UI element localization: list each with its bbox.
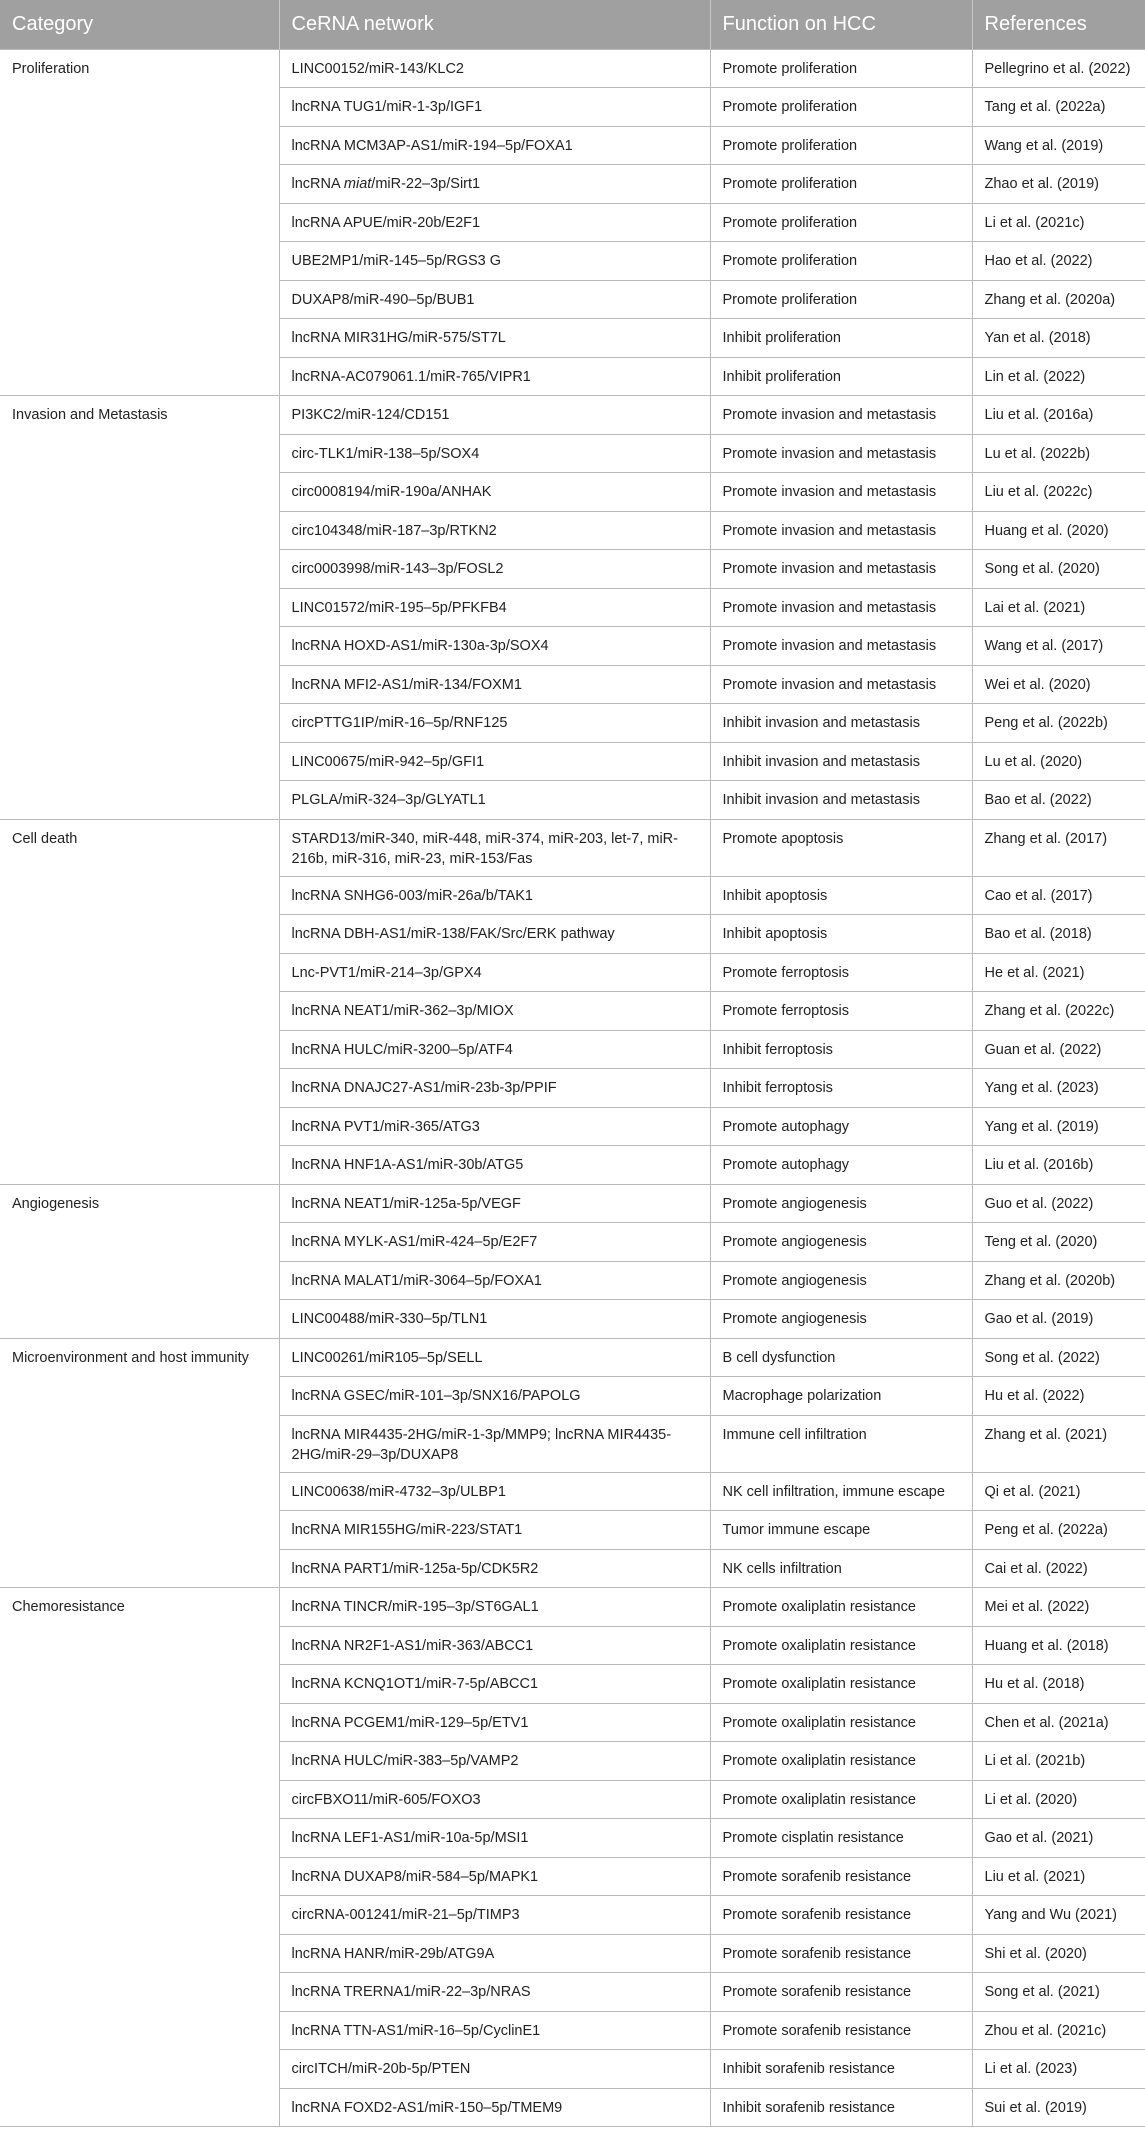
category-cell: Invasion and Metastasis	[0, 396, 279, 820]
function-cell: Promote ferroptosis	[710, 992, 972, 1031]
cerna-network-cell: circITCH/miR-20b-5p/PTEN	[279, 2050, 710, 2089]
cerna-network-cell: PI3KC2/miR-124/CD151	[279, 396, 710, 435]
function-cell: B cell dysfunction	[710, 1338, 972, 1377]
reference-cell: Guan et al. (2022)	[972, 1030, 1145, 1069]
table-row	[0, 1184, 1145, 1223]
cerna-network-cell: lncRNA PART1/miR-125a-5p/CDK5R2	[279, 1549, 710, 1588]
function-cell: Promote oxaliplatin resistance	[710, 1588, 972, 1627]
reference-cell: Hao et al. (2022)	[972, 242, 1145, 281]
reference-cell: Hu et al. (2022)	[972, 1377, 1145, 1416]
category-cell: Cell death	[0, 819, 279, 1184]
reference-cell: Gao et al. (2019)	[972, 1300, 1145, 1339]
cerna-network-cell: LINC00488/miR-330–5p/TLN1	[279, 1300, 710, 1339]
cerna-network-cell: LINC00675/miR-942–5p/GFI1	[279, 742, 710, 781]
function-cell: Inhibit invasion and metastasis	[710, 781, 972, 820]
function-cell: Macrophage polarization	[710, 1377, 972, 1416]
function-cell: Promote proliferation	[710, 242, 972, 281]
function-cell: Promote sorafenib resistance	[710, 1896, 972, 1935]
reference-cell: Li et al. (2021c)	[972, 203, 1145, 242]
reference-cell: Lin et al. (2022)	[972, 357, 1145, 396]
function-cell: Inhibit sorafenib resistance	[710, 2050, 972, 2089]
cerna-network-cell: circ104348/miR-187–3p/RTKN2	[279, 511, 710, 550]
function-cell: Inhibit sorafenib resistance	[710, 2088, 972, 2127]
table-row	[0, 819, 1145, 876]
function-cell: Promote invasion and metastasis	[710, 396, 972, 435]
cerna-network-cell: LINC01572/miR-195–5p/PFKFB4	[279, 588, 710, 627]
cerna-network-cell: PLGLA/miR-324–3p/GLYATL1	[279, 781, 710, 820]
category-cell: Microenvironment and host immunity	[0, 1338, 279, 1588]
category-cell: Proliferation	[0, 49, 279, 396]
function-cell: Promote angiogenesis	[710, 1184, 972, 1223]
cerna-network-cell: UBE2MP1/miR-145–5p/RGS3 G	[279, 242, 710, 281]
function-cell: Promote cisplatin resistance	[710, 1819, 972, 1858]
function-cell: Inhibit ferroptosis	[710, 1030, 972, 1069]
reference-cell: Liu et al. (2022c)	[972, 473, 1145, 512]
reference-cell: Liu et al. (2021)	[972, 1857, 1145, 1896]
function-cell: Promote autophagy	[710, 1146, 972, 1185]
cerna-network-cell: lncRNA TUG1/miR-1-3p/IGF1	[279, 88, 710, 127]
cerna-network-cell: lncRNA HULC/miR-383–5p/VAMP2	[279, 1742, 710, 1781]
cerna-network-cell: lncRNA HNF1A-AS1/miR-30b/ATG5	[279, 1146, 710, 1185]
reference-cell: Pellegrino et al. (2022)	[972, 49, 1145, 88]
reference-cell: Zhang et al. (2022c)	[972, 992, 1145, 1031]
cerna-network-cell: lncRNA MIR155HG/miR-223/STAT1	[279, 1511, 710, 1550]
cerna-network-cell: lncRNA FOXD2-AS1/miR-150–5p/TMEM9	[279, 2088, 710, 2127]
cerna-network-cell: lncRNA DBH-AS1/miR-138/FAK/Src/ERK pathway	[279, 915, 710, 954]
table-row	[0, 49, 1145, 88]
function-cell: NK cells infiltration	[710, 1549, 972, 1588]
cerna-network-cell: circFBXO11/miR-605/FOXO3	[279, 1780, 710, 1819]
category-cell: Chemoresistance	[0, 1588, 279, 2127]
reference-cell: Mei et al. (2022)	[972, 1588, 1145, 1627]
reference-cell: Yang et al. (2023)	[972, 1069, 1145, 1108]
cerna-network-cell: lncRNA PVT1/miR-365/ATG3	[279, 1107, 710, 1146]
function-cell: NK cell infiltration, immune escape	[710, 1472, 972, 1511]
cerna-network-cell: lncRNA TRERNA1/miR-22–3p/NRAS	[279, 1973, 710, 2012]
function-cell: Promote oxaliplatin resistance	[710, 1665, 972, 1704]
reference-cell: Liu et al. (2016b)	[972, 1146, 1145, 1185]
cerna-network-cell: circ0008194/miR-190a/ANHAK	[279, 473, 710, 512]
reference-cell: Liu et al. (2016a)	[972, 396, 1145, 435]
function-cell: Promote invasion and metastasis	[710, 511, 972, 550]
function-cell: Promote oxaliplatin resistance	[710, 1780, 972, 1819]
cerna-network-cell: lncRNA SNHG6-003/miR-26a/b/TAK1	[279, 876, 710, 915]
cerna-network-cell: lncRNA DUXAP8/miR-584–5p/MAPK1	[279, 1857, 710, 1896]
reference-cell: Wei et al. (2020)	[972, 665, 1145, 704]
function-cell: Immune cell infiltration	[710, 1415, 972, 1472]
reference-cell: Hu et al. (2018)	[972, 1665, 1145, 1704]
cerna-network-cell: lncRNA HANR/miR-29b/ATG9A	[279, 1934, 710, 1973]
reference-cell: Yang et al. (2019)	[972, 1107, 1145, 1146]
cerna-network-cell: lncRNA DNAJC27-AS1/miR-23b-3p/PPIF	[279, 1069, 710, 1108]
cerna-network-cell: circ-TLK1/miR-138–5p/SOX4	[279, 434, 710, 473]
reference-cell: Song et al. (2022)	[972, 1338, 1145, 1377]
function-cell: Promote ferroptosis	[710, 953, 972, 992]
function-cell: Inhibit invasion and metastasis	[710, 704, 972, 743]
function-cell: Promote proliferation	[710, 88, 972, 127]
reference-cell: Peng et al. (2022b)	[972, 704, 1145, 743]
reference-cell: Bao et al. (2018)	[972, 915, 1145, 954]
function-cell: Promote sorafenib resistance	[710, 1934, 972, 1973]
cerna-network-cell: lncRNA GSEC/miR-101–3p/SNX16/PAPOLG	[279, 1377, 710, 1416]
function-cell: Promote apoptosis	[710, 819, 972, 876]
cerna-network-cell: lncRNA HOXD-AS1/miR-130a-3p/SOX4	[279, 627, 710, 666]
cerna-network-cell: lncRNA NR2F1-AS1/miR-363/ABCC1	[279, 1626, 710, 1665]
reference-cell: Qi et al. (2021)	[972, 1472, 1145, 1511]
reference-cell: Shi et al. (2020)	[972, 1934, 1145, 1973]
reference-cell: Sui et al. (2019)	[972, 2088, 1145, 2127]
reference-cell: Zhang et al. (2020a)	[972, 280, 1145, 319]
function-cell: Promote invasion and metastasis	[710, 550, 972, 589]
table-row	[0, 1338, 1145, 1377]
reference-cell: Lai et al. (2021)	[972, 588, 1145, 627]
reference-cell: Huang et al. (2018)	[972, 1626, 1145, 1665]
italic-gene-name: miat	[343, 176, 372, 192]
function-cell: Promote invasion and metastasis	[710, 588, 972, 627]
cerna-network-cell: circRNA-001241/miR-21–5p/TIMP3	[279, 1896, 710, 1935]
reference-cell: Huang et al. (2020)	[972, 511, 1145, 550]
cerna-network-cell: circ0003998/miR-143–3p/FOSL2	[279, 550, 710, 589]
reference-cell: Li et al. (2023)	[972, 2050, 1145, 2089]
header-cerna-network: CeRNA network	[279, 0, 710, 49]
function-cell: Promote proliferation	[710, 165, 972, 204]
reference-cell: Yan et al. (2018)	[972, 319, 1145, 358]
function-cell: Inhibit proliferation	[710, 319, 972, 358]
cerna-network-cell: lncRNA MYLK-AS1/miR-424–5p/E2F7	[279, 1223, 710, 1262]
function-cell: Inhibit invasion and metastasis	[710, 742, 972, 781]
function-cell: Promote proliferation	[710, 203, 972, 242]
function-cell: Promote proliferation	[710, 280, 972, 319]
reference-cell: Bao et al. (2022)	[972, 781, 1145, 820]
reference-cell: Yang and Wu (2021)	[972, 1896, 1145, 1935]
reference-cell: Cai et al. (2022)	[972, 1549, 1145, 1588]
function-cell: Tumor immune escape	[710, 1511, 972, 1550]
reference-cell: Peng et al. (2022a)	[972, 1511, 1145, 1550]
function-cell: Inhibit apoptosis	[710, 876, 972, 915]
reference-cell: Zhou et al. (2021c)	[972, 2011, 1145, 2050]
reference-cell: Gao et al. (2021)	[972, 1819, 1145, 1858]
cerna-network-cell: DUXAP8/miR-490–5p/BUB1	[279, 280, 710, 319]
cerna-network-cell: lncRNA miat/miR-22–3p/Sirt1	[279, 165, 710, 204]
table-body	[0, 49, 1145, 2127]
reference-cell: Li et al. (2021b)	[972, 1742, 1145, 1781]
cerna-network-cell: lncRNA TTN-AS1/miR-16–5p/CyclinE1	[279, 2011, 710, 2050]
function-cell: Promote sorafenib resistance	[710, 1857, 972, 1896]
function-cell: Promote angiogenesis	[710, 1261, 972, 1300]
cerna-network-cell: lncRNA PCGEM1/miR-129–5p/ETV1	[279, 1703, 710, 1742]
cerna-network-cell: lncRNA MIR31HG/miR-575/ST7L	[279, 319, 710, 358]
reference-cell: Lu et al. (2022b)	[972, 434, 1145, 473]
cerna-network-cell: lncRNA LEF1-AS1/miR-10a-5p/MSI1	[279, 1819, 710, 1858]
header-references: References	[972, 0, 1145, 49]
reference-cell: Chen et al. (2021a)	[972, 1703, 1145, 1742]
header-category: Category	[0, 0, 279, 49]
cerna-network-cell: lncRNA MCM3AP-AS1/miR-194–5p/FOXA1	[279, 126, 710, 165]
cerna-network-cell: lncRNA NEAT1/miR-125a-5p/VEGF	[279, 1184, 710, 1223]
function-cell: Promote angiogenesis	[710, 1300, 972, 1339]
reference-cell: Wang et al. (2017)	[972, 627, 1145, 666]
reference-cell: Zhang et al. (2017)	[972, 819, 1145, 876]
function-cell: Promote invasion and metastasis	[710, 434, 972, 473]
function-cell: Inhibit apoptosis	[710, 915, 972, 954]
header-row	[0, 0, 1145, 49]
cerna-network-cell: lncRNA NEAT1/miR-362–3p/MIOX	[279, 992, 710, 1031]
function-cell: Promote angiogenesis	[710, 1223, 972, 1262]
cerna-network-cell: lncRNA TINCR/miR-195–3p/ST6GAL1	[279, 1588, 710, 1627]
reference-cell: Guo et al. (2022)	[972, 1184, 1145, 1223]
function-cell: Promote oxaliplatin resistance	[710, 1703, 972, 1742]
reference-cell: Zhao et al. (2019)	[972, 165, 1145, 204]
reference-cell: Song et al. (2021)	[972, 1973, 1145, 2012]
cerna-network-cell: lncRNA-AC079061.1/miR-765/VIPR1	[279, 357, 710, 396]
cerna-network-cell: lncRNA HULC/miR-3200–5p/ATF4	[279, 1030, 710, 1069]
cerna-network-cell: lncRNA MALAT1/miR-3064–5p/FOXA1	[279, 1261, 710, 1300]
function-cell: Promote proliferation	[710, 126, 972, 165]
cerna-network-cell: LINC00638/miR-4732–3p/ULBP1	[279, 1472, 710, 1511]
reference-cell: Cao et al. (2017)	[972, 876, 1145, 915]
header-function: Function on HCC	[710, 0, 972, 49]
function-cell: Promote oxaliplatin resistance	[710, 1626, 972, 1665]
function-cell: Promote invasion and metastasis	[710, 473, 972, 512]
reference-cell: Tang et al. (2022a)	[972, 88, 1145, 127]
function-cell: Inhibit proliferation	[710, 357, 972, 396]
function-cell: Promote sorafenib resistance	[710, 2011, 972, 2050]
reference-cell: Zhang et al. (2021)	[972, 1415, 1145, 1472]
cerna-network-cell: LINC00152/miR-143/KLC2	[279, 49, 710, 88]
reference-cell: Song et al. (2020)	[972, 550, 1145, 589]
cerna-network-cell: lncRNA MIR4435-2HG/miR-1-3p/MMP9; lncRNA MIR4435-2HG/miR-29–3p/DUXAP8	[279, 1415, 710, 1472]
category-cell: Angiogenesis	[0, 1184, 279, 1338]
reference-cell: Zhang et al. (2020b)	[972, 1261, 1145, 1300]
cerna-network-cell: lncRNA APUE/miR-20b/E2F1	[279, 203, 710, 242]
table-row	[0, 396, 1145, 435]
function-cell: Promote autophagy	[710, 1107, 972, 1146]
function-cell: Promote oxaliplatin resistance	[710, 1742, 972, 1781]
function-cell: Promote invasion and metastasis	[710, 665, 972, 704]
function-cell: Promote invasion and metastasis	[710, 627, 972, 666]
function-cell: Inhibit ferroptosis	[710, 1069, 972, 1108]
reference-cell: Teng et al. (2020)	[972, 1223, 1145, 1262]
cerna-network-cell: STARD13/miR-340, miR-448, miR-374, miR-203, let-7, miR-216b, miR-316, miR-23, miR-153/Fas	[279, 819, 710, 876]
cerna-network-cell: circPTTG1IP/miR-16–5p/RNF125	[279, 704, 710, 743]
function-cell: Promote proliferation	[710, 49, 972, 88]
reference-cell: Li et al. (2020)	[972, 1780, 1145, 1819]
cerna-network-cell: lncRNA MFI2-AS1/miR-134/FOXM1	[279, 665, 710, 704]
table-header	[0, 0, 1145, 49]
reference-cell: Lu et al. (2020)	[972, 742, 1145, 781]
function-cell: Promote sorafenib resistance	[710, 1973, 972, 2012]
cerna-network-cell: Lnc-PVT1/miR-214–3p/GPX4	[279, 953, 710, 992]
cerna-network-cell: lncRNA KCNQ1OT1/miR-7-5p/ABCC1	[279, 1665, 710, 1704]
reference-cell: He et al. (2021)	[972, 953, 1145, 992]
table-row	[0, 1588, 1145, 1627]
cerna-network-cell: LINC00261/miR105–5p/SELL	[279, 1338, 710, 1377]
reference-cell: Wang et al. (2019)	[972, 126, 1145, 165]
